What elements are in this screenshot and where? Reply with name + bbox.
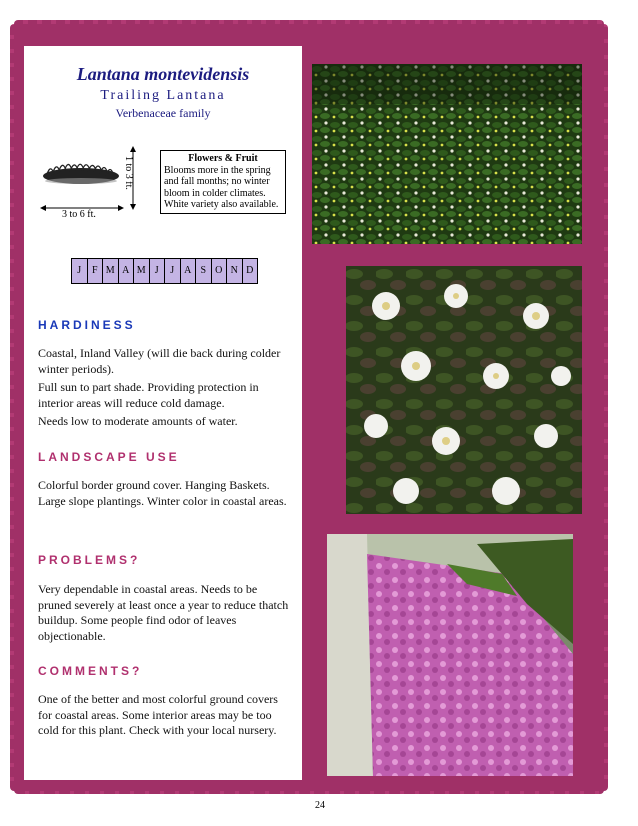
flowers-fruit-box xyxy=(160,150,286,214)
bloom-month-strip xyxy=(72,258,258,284)
month-cell: N xyxy=(226,258,243,284)
problems-paragraph: Very dependable in coastal areas. Needs to be pruned severely at least once a year to reduce thatch buildup. Some people find odor of leaves objectionable. xyxy=(38,582,289,643)
month-cell: J xyxy=(149,258,166,284)
width-label: 3 to 6 ft. xyxy=(62,209,96,220)
height-label-wrap xyxy=(124,150,138,206)
purple-lantana-planting-photo xyxy=(327,534,573,776)
comments-paragraph: One of the better and most colorful ground covers for coastal areas. Some interior areas may be too cold for this plant. Check with your local nursery. xyxy=(38,692,278,737)
page-number: 24 xyxy=(315,800,325,811)
month-cell: F xyxy=(87,258,104,284)
flowers-fruit-line: Blooms more in the spring xyxy=(164,164,271,176)
month-cell: M xyxy=(102,258,119,284)
hardiness-paragraph: Coastal, Inland Valley (will die back during colder winter periods). xyxy=(38,346,281,376)
lantana-groundcover-photo xyxy=(312,64,582,244)
scientific-name: Lantana montevidensis xyxy=(76,64,250,84)
hardiness-paragraph: Full sun to part shade. Providing protection in interior areas will reduce cold damage. xyxy=(38,380,259,410)
flowers-fruit-line: White variety also available. xyxy=(164,199,279,210)
problems-heading: PROBLEMS? xyxy=(38,553,141,567)
month-cell: M xyxy=(133,258,150,284)
flowers-fruit-title: Flowers & Fruit xyxy=(188,153,258,164)
plant-family: Verbenaceae family xyxy=(115,106,211,120)
shrub-silhouette-icon xyxy=(40,158,122,186)
flowers-fruit-line: bloom in colder climates. xyxy=(164,187,266,199)
landscape-use-paragraph: Colorful border ground cover. Hanging Baskets. Large slope plantings. Winter color in coastal areas. xyxy=(38,478,287,508)
month-cell: J xyxy=(164,258,181,284)
month-cell: A xyxy=(118,258,135,284)
common-name: Trailing Lantana xyxy=(100,88,226,103)
month-cell: J xyxy=(71,258,88,284)
flowers-fruit-line: and fall months; no winter xyxy=(164,176,270,187)
month-cell: O xyxy=(211,258,228,284)
month-cell: D xyxy=(242,258,259,284)
landscape-use-heading: LANDSCAPE USE xyxy=(38,450,180,464)
height-label: 1 to 3 ft. xyxy=(123,156,134,190)
hardiness-paragraph: Needs low to moderate amounts of water. xyxy=(38,414,238,428)
month-cell: A xyxy=(180,258,197,284)
comments-heading: COMMENTS? xyxy=(38,664,143,678)
month-cell: S xyxy=(195,258,212,284)
white-lantana-photo xyxy=(346,266,582,514)
hardiness-heading: HARDINESS xyxy=(38,318,136,332)
